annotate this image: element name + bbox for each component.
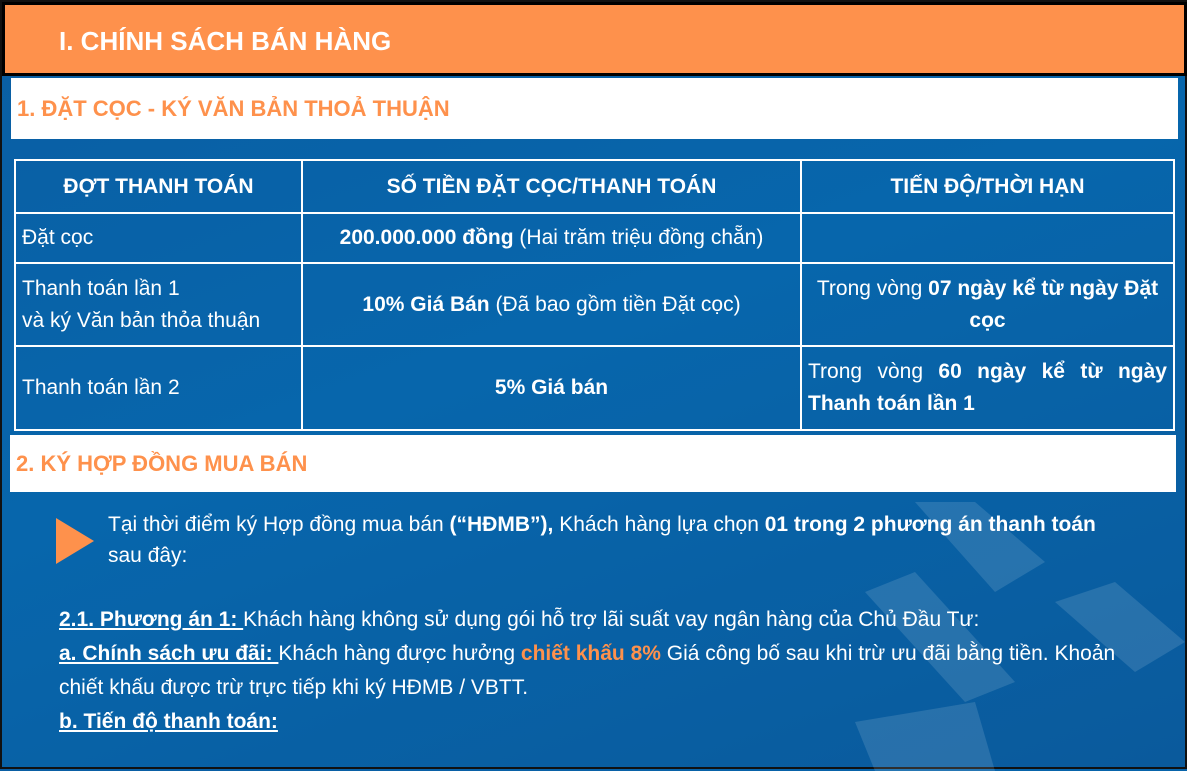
amount-note: (Hai trăm triệu đồng chẵn) xyxy=(513,226,764,249)
text: sau đây: xyxy=(108,544,188,567)
bold-text: (“HĐMB”), xyxy=(449,513,554,536)
policy-line xyxy=(59,637,1139,705)
amount-bold: 10% Giá Bán xyxy=(362,292,490,316)
page-title: I. CHÍNH SÁCH BÁN HÀNG xyxy=(59,26,392,56)
subsection-title-contract: 2. KÝ HỢP ĐỒNG MUA BÁN xyxy=(10,435,1176,492)
phase-line: và ký Văn bản thỏa thuận xyxy=(22,308,261,332)
time-cell xyxy=(801,263,1174,346)
phase-cell: Thanh toán lần 2 xyxy=(15,346,302,430)
policy-text: Khách hàng được hưởng xyxy=(278,642,521,665)
amount-cell xyxy=(302,213,801,263)
col-header: SỐ TIỀN ĐẶT CỌC/THANH TOÁN xyxy=(302,160,801,213)
arrow-bullet-icon xyxy=(56,518,94,564)
time-text: Trong vòng xyxy=(816,276,929,300)
option1-text: Khách hàng không sử dụng gói hỗ trợ lãi suất vay ngân hàng của Chủ Đầu Tư: xyxy=(243,608,980,631)
amount-bold: 200.000.000 đồng xyxy=(339,226,514,249)
schedule-label: b. Tiến độ thanh toán: xyxy=(59,710,278,733)
option1-line xyxy=(59,603,1139,637)
col-header: TIẾN ĐỘ/THỜI HẠN xyxy=(801,160,1174,213)
table-row xyxy=(15,263,1174,346)
col-header: ĐỢT THANH TOÁN xyxy=(15,160,302,213)
table-header-row xyxy=(15,160,1174,213)
time-bold: 07 ngày kể từ ngày Đặt cọc xyxy=(928,276,1159,332)
amount-cell xyxy=(302,263,801,346)
phase-cell xyxy=(15,263,302,346)
amount-cell xyxy=(302,346,801,430)
time-cell xyxy=(801,213,1174,263)
table-row xyxy=(15,213,1174,263)
policy-text: Giá công bố sau khi trừ ưu đãi bằng tiền. Khoản chiết khấu được trừ trực tiếp khi ký HĐMB / VBTT. xyxy=(59,642,1116,699)
time-text: Trong vòng xyxy=(808,360,939,383)
table-row xyxy=(15,346,1174,430)
subsection-title-deposit: 1. ĐẶT CỌC - KÝ VĂN BẢN THOẢ THUẬN xyxy=(11,78,1178,139)
section-header xyxy=(2,2,1187,76)
option1-label: 2.1. Phương án 1: xyxy=(59,608,244,631)
policy-label: a. Chính sách ưu đãi: xyxy=(59,642,279,665)
option1-block xyxy=(59,603,1139,739)
bold-text: 01 trong 2 phương án thanh toán xyxy=(764,513,1096,536)
text: Khách hàng lựa chọn xyxy=(553,513,765,536)
discount-highlight: chiết khấu 8% xyxy=(520,642,661,665)
time-bold: 60 ngày kể từ ngày Thanh toán lần 1 xyxy=(808,360,1167,415)
schedule-line xyxy=(59,705,1139,739)
text: Tại thời điểm ký Hợp đồng mua bán xyxy=(108,513,450,536)
phase-line: Thanh toán lần 1 xyxy=(22,276,180,300)
amount-note: (Đã bao gồm tiền Đặt cọc) xyxy=(489,292,741,316)
amount-bold: 5% Giá bán xyxy=(494,376,609,399)
intro-paragraph xyxy=(108,509,1128,571)
phase-cell: Đặt cọc xyxy=(15,213,302,263)
time-cell xyxy=(801,346,1174,430)
payment-table xyxy=(14,159,1175,431)
